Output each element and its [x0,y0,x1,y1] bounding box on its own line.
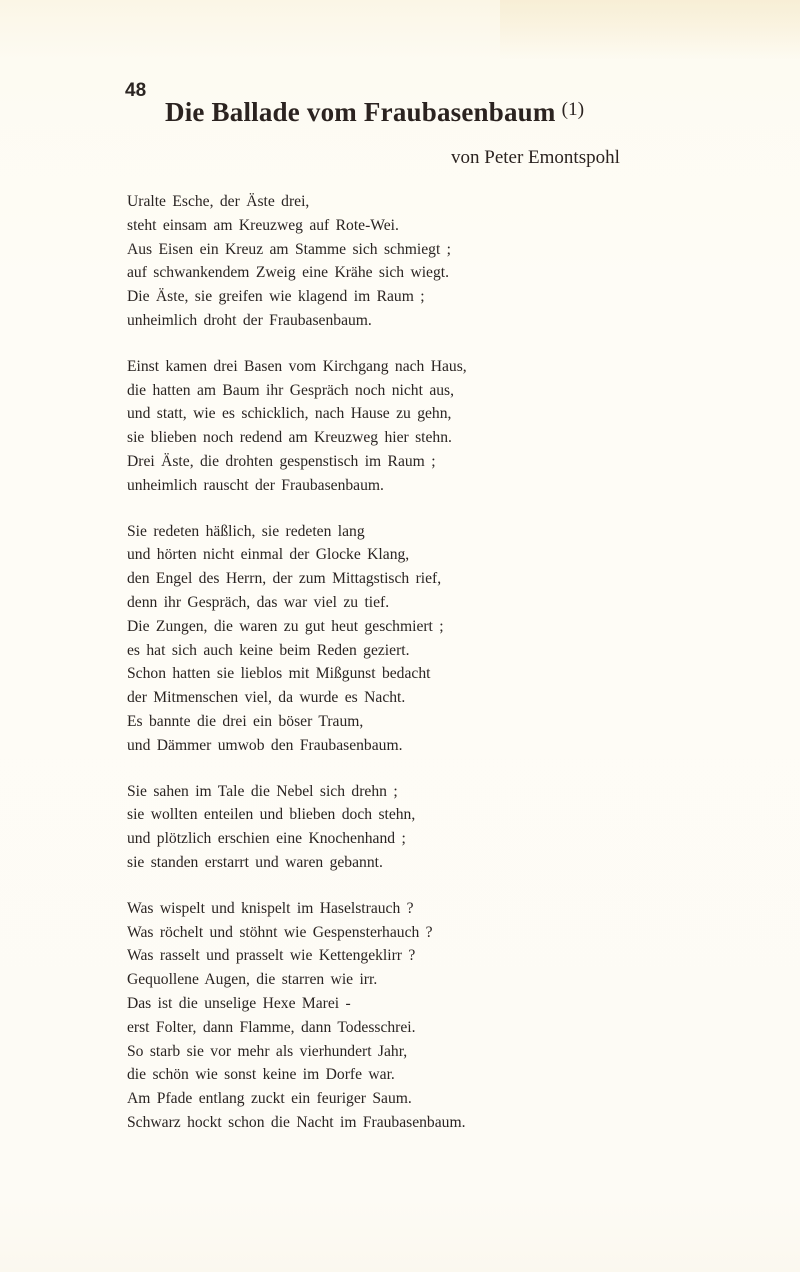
poem-author: von Peter Emontspohl [451,147,620,168]
stanza-2 [127,355,587,498]
poem-line: Das ist die unselige Hexe Marei - [127,994,351,1012]
poem-line: Schon hatten sie lieblos mit Mißgunst bedacht [127,665,431,683]
poem-line: Uralte Esche, der Äste drei, [127,193,310,210]
footnote-reference: (1) [561,99,585,120]
page-number: 48 [125,80,147,101]
poem-line: Schwarz hockt schon die Nacht im Fraubasenbaum. [127,1113,466,1131]
poem-line: die hatten am Baum ihr Gespräch noch nicht aus, [127,381,455,399]
poem-line: und statt, wie es schicklich, nach Hause zu gehn, [127,405,452,423]
poem-line: Am Pfade entlang zuckt ein feuriger Saum. [127,1090,412,1108]
poem-line: und hörten nicht einmal der Glocke Klang, [127,546,410,564]
poem-line: Was wispelt und knispelt im Haselstrauch ? [127,899,414,917]
poem-line: Sie redeten häßlich, sie redeten lang [127,522,365,540]
poem-line: Was röchelt und stöhnt wie Gespensterhauch ? [127,923,433,941]
poem-line: Gequollene Augen, die starren wie irr. [127,971,378,989]
poem-line: So starb sie vor mehr als vierhundert Jahr, [127,1042,408,1060]
poem-line: unheimlich droht der Fraubasenbaum. [127,311,372,329]
poem-line: der Mitmenschen viel, da wurde es Nacht. [127,689,406,707]
poem-title [165,97,584,128]
poem-line: es hat sich auch keine beim Reden geziert. [127,641,410,659]
poem-line: und plötzlich erschien eine Knochenhand ; [127,830,406,848]
poem-line: sie standen erstarrt und waren gebannt. [127,853,383,871]
poem-line: Die Äste, sie greifen wie klagend im Raum ; [127,288,425,306]
poem-line: unheimlich rauscht der Fraubasenbaum. [127,476,384,494]
stanza-5 [127,897,587,1135]
poem-line: Es bannte die drei ein böser Traum, [127,712,364,730]
poem-line: denn ihr Gespräch, das war viel zu tief. [127,593,390,611]
poem-line: den Engel des Herrn, der zum Mittagstisch rief, [127,570,442,588]
poem-line: Aus Eisen ein Kreuz am Stamme sich schmiegt ; [127,240,452,258]
poem-line: Einst kamen drei Basen vom Kirchgang nach Haus, [127,357,467,375]
paper-discoloration [500,0,800,60]
poem-line: Sie sahen im Tale die Nebel sich drehn ; [127,782,398,800]
poem-body [127,190,587,1157]
poem-line: sie wollten enteilen und blieben doch stehn, [127,806,416,824]
poem-line: Was rasselt und prasselt wie Kettengeklirr ? [127,947,416,965]
stanza-1 [127,190,587,333]
stanza-3 [127,520,587,758]
poem-line: Die Zungen, die waren zu gut heut geschmiert ; [127,617,444,635]
stanza-4 [127,780,587,875]
poem-title-text: Die Ballade vom Fraubasenbaum [165,97,556,127]
poem-line: sie blieben noch redend am Kreuzweg hier stehn. [127,429,452,447]
poem-line: und Dämmer umwob den Fraubasenbaum. [127,736,403,754]
poem-line: Drei Äste, die drohten gespenstisch im Raum ; [127,452,436,470]
poem-line: steht einsam am Kreuzweg auf Rote-Wei. [127,216,399,234]
poem-line: erst Folter, dann Flamme, dann Todesschrei. [127,1018,416,1036]
poem-line: die schön wie sonst keine im Dorfe war. [127,1066,395,1084]
poem-line: auf schwankendem Zweig eine Krähe sich wiegt. [127,264,449,282]
